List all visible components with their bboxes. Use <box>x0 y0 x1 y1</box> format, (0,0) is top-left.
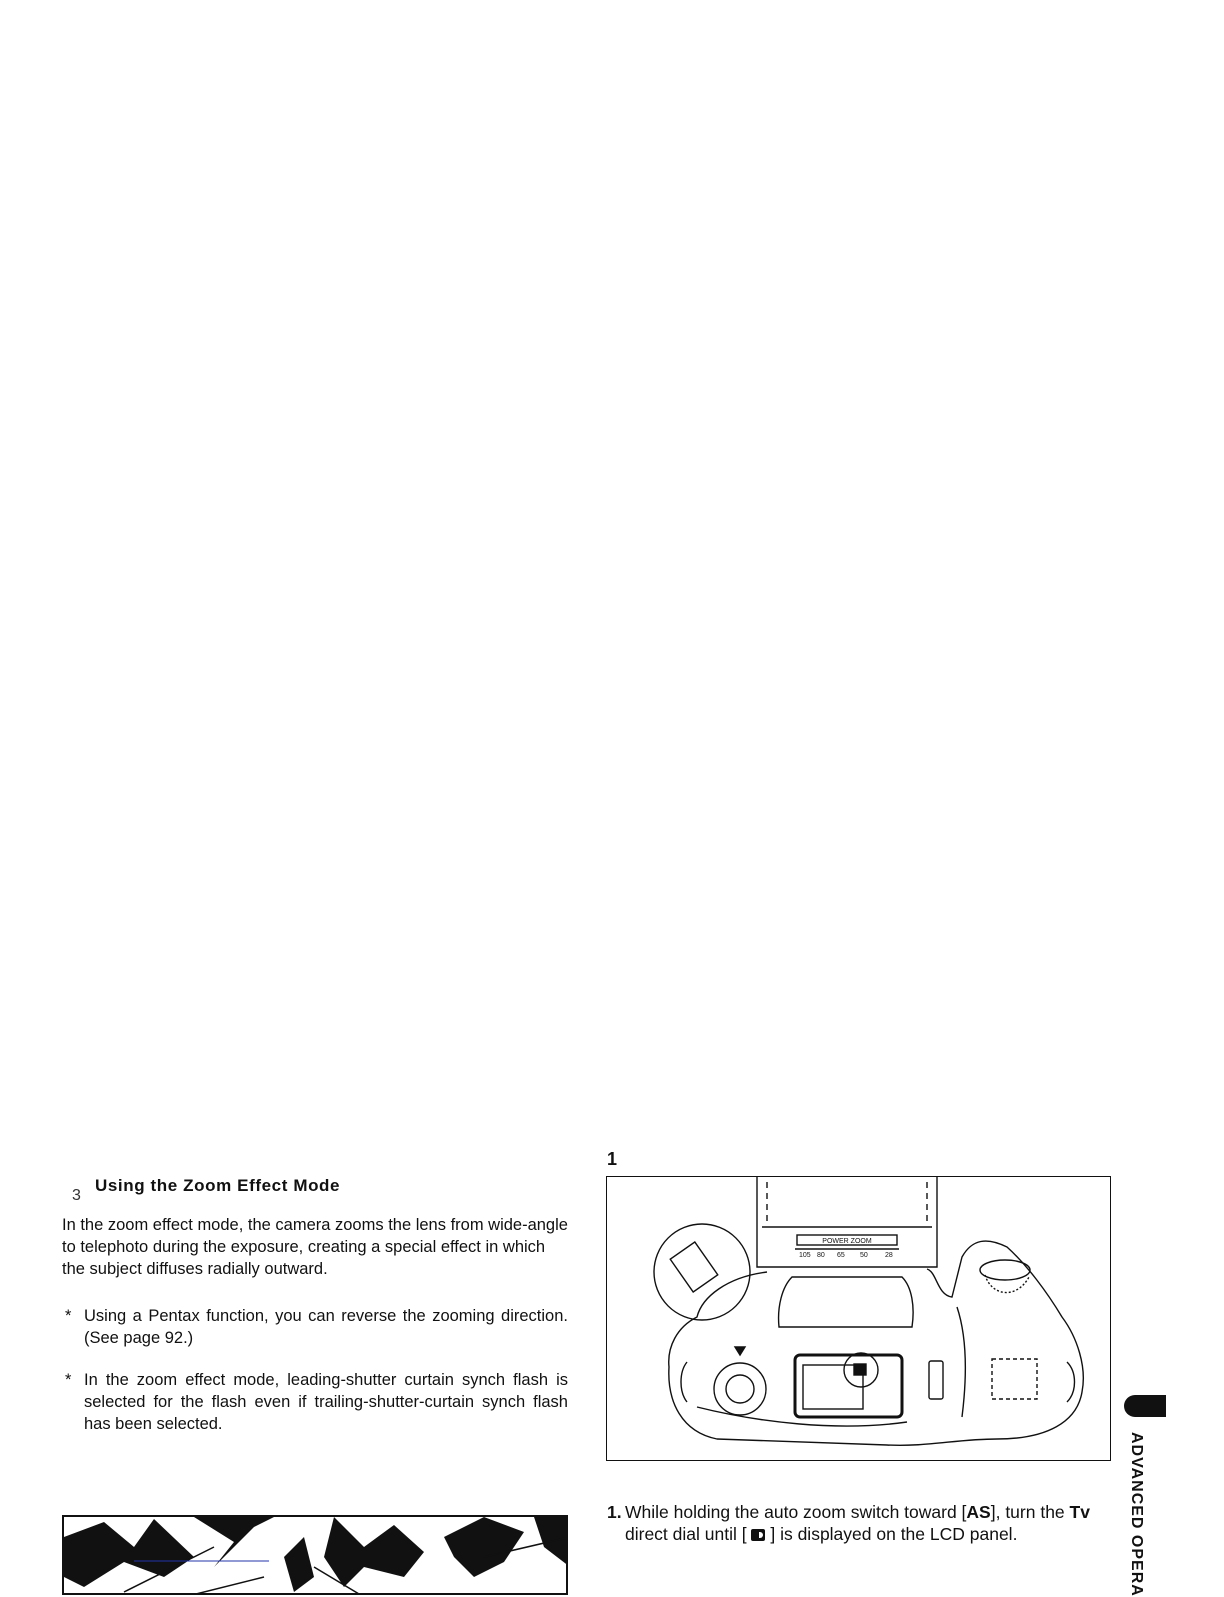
note-bullet: * <box>65 1307 72 1325</box>
section-marker: 3 <box>72 1187 81 1204</box>
zoom-effect-lcd-icon <box>751 1529 765 1541</box>
side-section-label: ADVANCED OPERA <box>1128 1432 1145 1597</box>
camera-top-illustration <box>606 1176 1111 1461</box>
lens-scale-mark: 105 <box>799 1252 811 1259</box>
step-text-part: ], turn the <box>990 1502 1070 1522</box>
lens-scale-mark: 28 <box>885 1252 893 1259</box>
section-tab-marker <box>1124 1395 1166 1417</box>
note-bullet: * <box>65 1371 72 1389</box>
note-text: Using a Pentax function, you can reverse the zooming direction. (See page 92.) <box>84 1307 568 1347</box>
note-text: In the zoom effect mode, leading-shutter curtain synch flash is selected for the flash even if trailing-shutter-curtain synch flash has been selected. <box>84 1371 568 1433</box>
step-number: 1. <box>607 1502 622 1522</box>
lens-scale-mark: 80 <box>817 1252 825 1259</box>
step-1 <box>607 1501 1107 1545</box>
section-title: Using the Zoom Effect Mode <box>95 1176 341 1195</box>
step-text-part: direct dial until [ <box>625 1524 747 1544</box>
step-text <box>625 1501 1107 1545</box>
tv-label: Tv <box>1069 1502 1090 1522</box>
note-item <box>62 1369 568 1435</box>
as-label: AS <box>966 1502 991 1522</box>
lens-label: POWER ZOOM <box>822 1238 872 1245</box>
camera-drawing <box>607 1177 1111 1461</box>
step-text-part: ] is displayed on the LCD panel. <box>770 1524 1018 1544</box>
figure-number: 1 <box>607 1149 618 1169</box>
zoom-effect-photo <box>62 1515 568 1595</box>
lens-scale-mark: 65 <box>837 1252 845 1259</box>
intro-paragraph: In the zoom effect mode, the camera zooms the lens from wide-angle to telephoto during the exposure, creating a special effect in which the subject diffuses radially outward. <box>62 1216 568 1278</box>
step-text-part: While holding the auto zoom switch toward [ <box>625 1502 967 1522</box>
zoom-effect-photo-art <box>64 1517 568 1595</box>
lens-scale-mark: 50 <box>860 1252 868 1259</box>
note-item <box>62 1305 568 1349</box>
